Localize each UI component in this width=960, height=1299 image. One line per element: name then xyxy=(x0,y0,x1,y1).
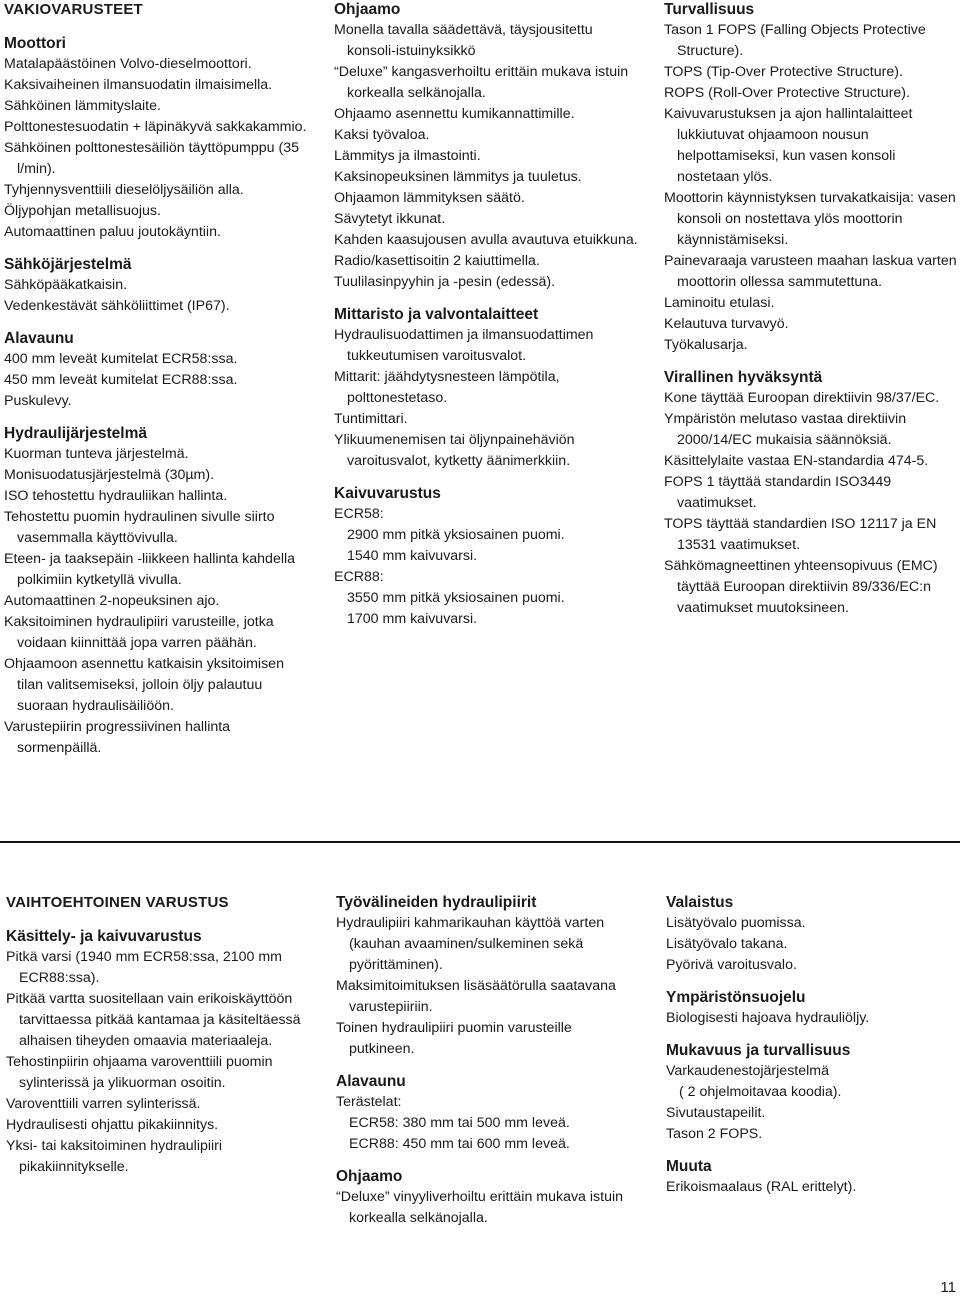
section-spacer xyxy=(4,243,312,255)
spec-item: 450 mm leveät kumitelat ECR88:ssa. xyxy=(4,372,238,388)
section-spacer xyxy=(4,412,312,424)
standard-column-2 xyxy=(334,0,639,630)
spec-item: ( 2 ohjelmoitavaa koodia). xyxy=(679,1084,842,1100)
spec-item: Varoventtiili varren sylinterissä. xyxy=(6,1096,201,1112)
spec-item: Hydraulisuodattimen ja ilmansuodattimen tukkeutumisen varoitusvalot. xyxy=(334,327,594,364)
spec-item: FOPS 1 täyttää standardin ISO3449 vaatimukset. xyxy=(664,474,892,511)
section-heading-alavaunu: Alavaunu xyxy=(4,330,74,347)
spec-item: Terästelat: xyxy=(336,1094,402,1110)
spec-item: 1700 mm kaivuvarsi. xyxy=(347,611,478,627)
section-heading-sahkojarjestelma: Sähköjärjestelmä xyxy=(4,256,132,273)
spec-item: Kaksivaiheinen ilmansuodatin ilmaisimella. xyxy=(4,77,273,93)
section-heading-moottori: Moottori xyxy=(4,35,66,52)
optional-equipment-title: VAIHTOEHTOINEN VARUSTUS xyxy=(6,894,229,911)
spec-item: Sähköpääkatkaisin. xyxy=(4,277,128,293)
spec-item: Tehostinpiirin ohjaama varoventtiili puomin sylinterissä ja ylikuorman osoitin. xyxy=(6,1054,273,1091)
section-heading-mukavuus-ja-turvallisuus: Mukavuus ja turvallisuus xyxy=(666,1042,851,1059)
section-heading-valaistus: Valaistus xyxy=(666,894,734,911)
spec-item: Varustepiirin progressiivinen hallinta sormenpäillä. xyxy=(4,719,231,756)
spec-item: Sivutaustapeilit. xyxy=(666,1105,766,1121)
section-heading-turvallisuus: Turvallisuus xyxy=(664,1,755,18)
standard-equipment-title: VAKIOVARUSTEET xyxy=(4,1,143,18)
section-heading-tyovalineiden-hydraulipiirit: Työvälineiden hydraulipiirit xyxy=(336,894,537,911)
spec-item: Kahden kaasujousen avulla avautuva etuikkuna. xyxy=(334,232,638,248)
section-spacer xyxy=(666,1029,956,1041)
optional-column-3 xyxy=(666,893,956,1198)
spec-item: Monella tavalla säädettävä, täysjousitettu konsoli-istuinyksikkö xyxy=(334,22,593,59)
spec-item: Kaivuvarustuksen ja ajon hallintalaitteet lukkiutuvat ohjaamoon nousun helpottamiseksi, kun vasen konsoli nostetaan ylös. xyxy=(664,106,913,185)
spec-item: Öljypohjan metallisuojus. xyxy=(4,203,161,219)
spec-item: Kaksinopeuksinen lämmitys ja tuuletus. xyxy=(334,169,582,185)
spec-item: ECR58: 380 mm tai 500 mm leveä. xyxy=(349,1115,570,1131)
spec-item: 400 mm leveät kumitelat ECR58:ssa. xyxy=(4,351,238,367)
spec-item: Työkalusarja. xyxy=(664,337,748,353)
standard-column-1 xyxy=(4,0,312,759)
page-number: 11 xyxy=(940,1279,956,1296)
spec-item: Erikoismaalaus (RAL erittelyt). xyxy=(666,1179,857,1195)
spec-item: Ympäristön melutaso vastaa direktiivin 2000/14/EC mukaisia säännöksiä. xyxy=(664,411,907,448)
spec-item: “Deluxe” vinyyliverhoiltu erittäin mukava istuin korkealla selkänojalla. xyxy=(336,1189,624,1226)
spec-item: Pitkää vartta suositellaan vain erikoiskäyttöön tarvittaessa pitkää kantamaa ja käsiteltäessä alhaisen tiheyden omaavia materiaaleja. xyxy=(6,991,301,1049)
section-spacer xyxy=(336,1155,636,1167)
optional-column-2 xyxy=(336,893,636,1229)
spec-item: Sävytetyt ikkunat. xyxy=(334,211,446,227)
spec-item: Tuntimittari. xyxy=(334,411,408,427)
section-heading-kaivuvarustus: Kaivuvarustus xyxy=(334,485,441,502)
spec-item: Sähköinen polttonestesäiliön täyttöpumppu (35 l/min). xyxy=(4,140,299,177)
section-heading-mittaristo-ja-valvontalaitteet: Mittaristo ja valvontalaitteet xyxy=(334,306,539,323)
section-heading-ymparistonsuojelu: Ympäristönsuojelu xyxy=(666,989,806,1006)
standard-column-3 xyxy=(664,0,960,619)
spec-item: Hydraulipiiri kahmarikauhan käyttöä varten (kauhan avaaminen/sulkeminen sekä pyörittäminen). xyxy=(336,915,605,973)
spec-item: Tehostettu puomin hydraulinen sivulle siirto vasemmalla käyttövivulla. xyxy=(4,509,275,546)
spec-item: Monisuodatusjärjestelmä (30µm). xyxy=(4,467,215,483)
spec-item: Tason 1 FOPS (Falling Objects Protective Structure). xyxy=(664,22,926,59)
section-heading-ohjaamo: Ohjaamo xyxy=(334,1,401,18)
spec-item: Laminoitu etulasi. xyxy=(664,295,775,311)
spec-item: TOPS (Tip-Over Protective Structure). xyxy=(664,64,903,80)
section-spacer xyxy=(4,317,312,329)
section-spacer xyxy=(666,1145,956,1157)
spec-item: Kelautuva turvavyö. xyxy=(664,316,789,332)
spec-item: Tuulilasinpyyhin ja -pesin (edessä). xyxy=(334,274,556,290)
optional-column-1 xyxy=(6,893,306,1178)
spec-item: ISO tehostettu hydrauliikan hallinta. xyxy=(4,488,228,504)
spec-item: Ohjaamo asennettu kumikannattimille. xyxy=(334,106,575,122)
spec-item: Toinen hydraulipiiri puomin varusteille putkineen. xyxy=(336,1020,572,1057)
spec-item: Pyörivä varoitusvalo. xyxy=(666,957,797,973)
spec-item: Kaksi työvaloa. xyxy=(334,127,430,143)
spec-item: Käsittelylaite vastaa EN-standardia 474-5. xyxy=(664,453,929,469)
spec-item: 3550 mm pitkä yksiosainen puomi. xyxy=(347,590,565,606)
spec-item: ROPS (Roll-Over Protective Structure). xyxy=(664,85,910,101)
spec-item: ECR88: 450 mm tai 600 mm leveä. xyxy=(349,1136,570,1152)
spec-item: Lisätyövalo takana. xyxy=(666,936,788,952)
spec-item: Painevaraaja varusteen maahan laskua varten moottorin ollessa sammutettuna. xyxy=(664,253,957,290)
spec-item: Sähkömagneettinen yhteensopivuus (EMC) täyttää Euroopan direktiivin 89/336/EC:n vaatimukset muutoksineen. xyxy=(664,558,938,616)
section-spacer xyxy=(666,976,956,988)
spec-item: Biologisesti hajoava hydrauliöljy. xyxy=(666,1010,870,1026)
section-divider xyxy=(0,841,960,843)
spec-item: Polttonestesuodatin + läpinäkyvä sakkakammio. xyxy=(4,119,307,135)
spec-item: Radio/kasettisoitin 2 kaiuttimella. xyxy=(334,253,540,269)
spec-item: ECR88: xyxy=(334,569,384,585)
spec-item: Ohjaamon lämmityksen säätö. xyxy=(334,190,525,206)
spec-item: Tyhjennysventtiili dieselöljysäiliön alla. xyxy=(4,182,244,198)
spec-item: 2900 mm pitkä yksiosainen puomi. xyxy=(347,527,565,543)
spec-item: Matalapäästöinen Volvo-dieselmoottori. xyxy=(4,56,252,72)
spec-item: 1540 mm kaivuvarsi. xyxy=(347,548,478,564)
spec-item: Tason 2 FOPS. xyxy=(666,1126,763,1142)
section-heading-virallinen-hyvaksynta: Virallinen hyväksyntä xyxy=(664,369,823,386)
spec-item: Maksimitoimituksen lisäsäätörulla saatavana varustepiiriin. xyxy=(336,978,616,1015)
spec-item: Mittarit: jäähdytysnesteen lämpötila, polttonestetaso. xyxy=(334,369,560,406)
spec-item: Eteen- ja taaksepäin -liikkeen hallinta kahdella polkimiin kytketyllä vivulla. xyxy=(4,551,296,588)
spec-item: Kuorman tunteva järjestelmä. xyxy=(4,446,189,462)
spec-item: Lisätyövalo puomissa. xyxy=(666,915,806,931)
spec-item: Puskulevy. xyxy=(4,393,72,409)
spec-item: Ohjaamoon asennettu katkaisin yksitoimisen tilan valitsemiseksi, jolloin öljy palautuu suoraan hydraulisäiliöön. xyxy=(4,656,284,714)
spec-item: Varkaudenestojärjestelmä xyxy=(666,1063,829,1079)
spec-item: Kaksitoiminen hydraulipiiri varusteille, jotka voidaan kiinnittää jopa varren päähän. xyxy=(4,614,274,651)
spec-item: Automaattinen 2-nopeuksinen ajo. xyxy=(4,593,220,609)
section-spacer xyxy=(664,356,960,368)
spec-item: Lämmitys ja ilmastointi. xyxy=(334,148,481,164)
section-heading-ohjaamo: Ohjaamo xyxy=(336,1168,403,1185)
spec-item: Hydraulisesti ohjattu pikakiinnitys. xyxy=(6,1117,219,1133)
section-heading-kasittely-ja-kaivuvarustus: Käsittely- ja kaivuvarustus xyxy=(6,928,202,945)
spec-item: Vedenkestävät sähköliittimet (IP67). xyxy=(4,298,230,314)
section-spacer xyxy=(334,472,639,484)
section-heading-muuta: Muuta xyxy=(666,1158,712,1175)
spec-item: ECR58: xyxy=(334,506,384,522)
spec-item: Kone täyttää Euroopan direktiivin 98/37/EC. xyxy=(664,390,940,406)
spec-item: Pitkä varsi (1940 mm ECR58:ssa, 2100 mm ECR88:ssa). xyxy=(6,949,282,986)
section-heading-alavaunu: Alavaunu xyxy=(336,1073,406,1090)
spec-item: TOPS täyttää standardien ISO 12117 ja EN 13531 vaatimukset. xyxy=(664,516,937,553)
spec-item: Ylikuumenemisen tai öljynpainehäviön varoitusvalot, kytketty äänimerkkiin. xyxy=(334,432,575,469)
spec-item: “Deluxe” kangasverhoiltu erittäin mukava istuin korkealla selkänojalla. xyxy=(334,64,629,101)
section-spacer xyxy=(334,293,639,305)
spec-item: Moottorin käynnistyksen turvakatkaisija: vasen konsoli on nostettava ylös moottorin käynnistämiseksi. xyxy=(664,190,956,248)
spec-item: Yksi- tai kaksitoiminen hydraulipiiri pikakiinnitykselle. xyxy=(6,1138,223,1175)
spec-item: Sähköinen lämmityslaite. xyxy=(4,98,161,114)
section-spacer xyxy=(336,1060,636,1072)
section-heading-hydraulijarjestelma: Hydraulijärjestelmä xyxy=(4,425,148,442)
spec-item: Automaattinen paluu joutokäyntiin. xyxy=(4,224,221,240)
